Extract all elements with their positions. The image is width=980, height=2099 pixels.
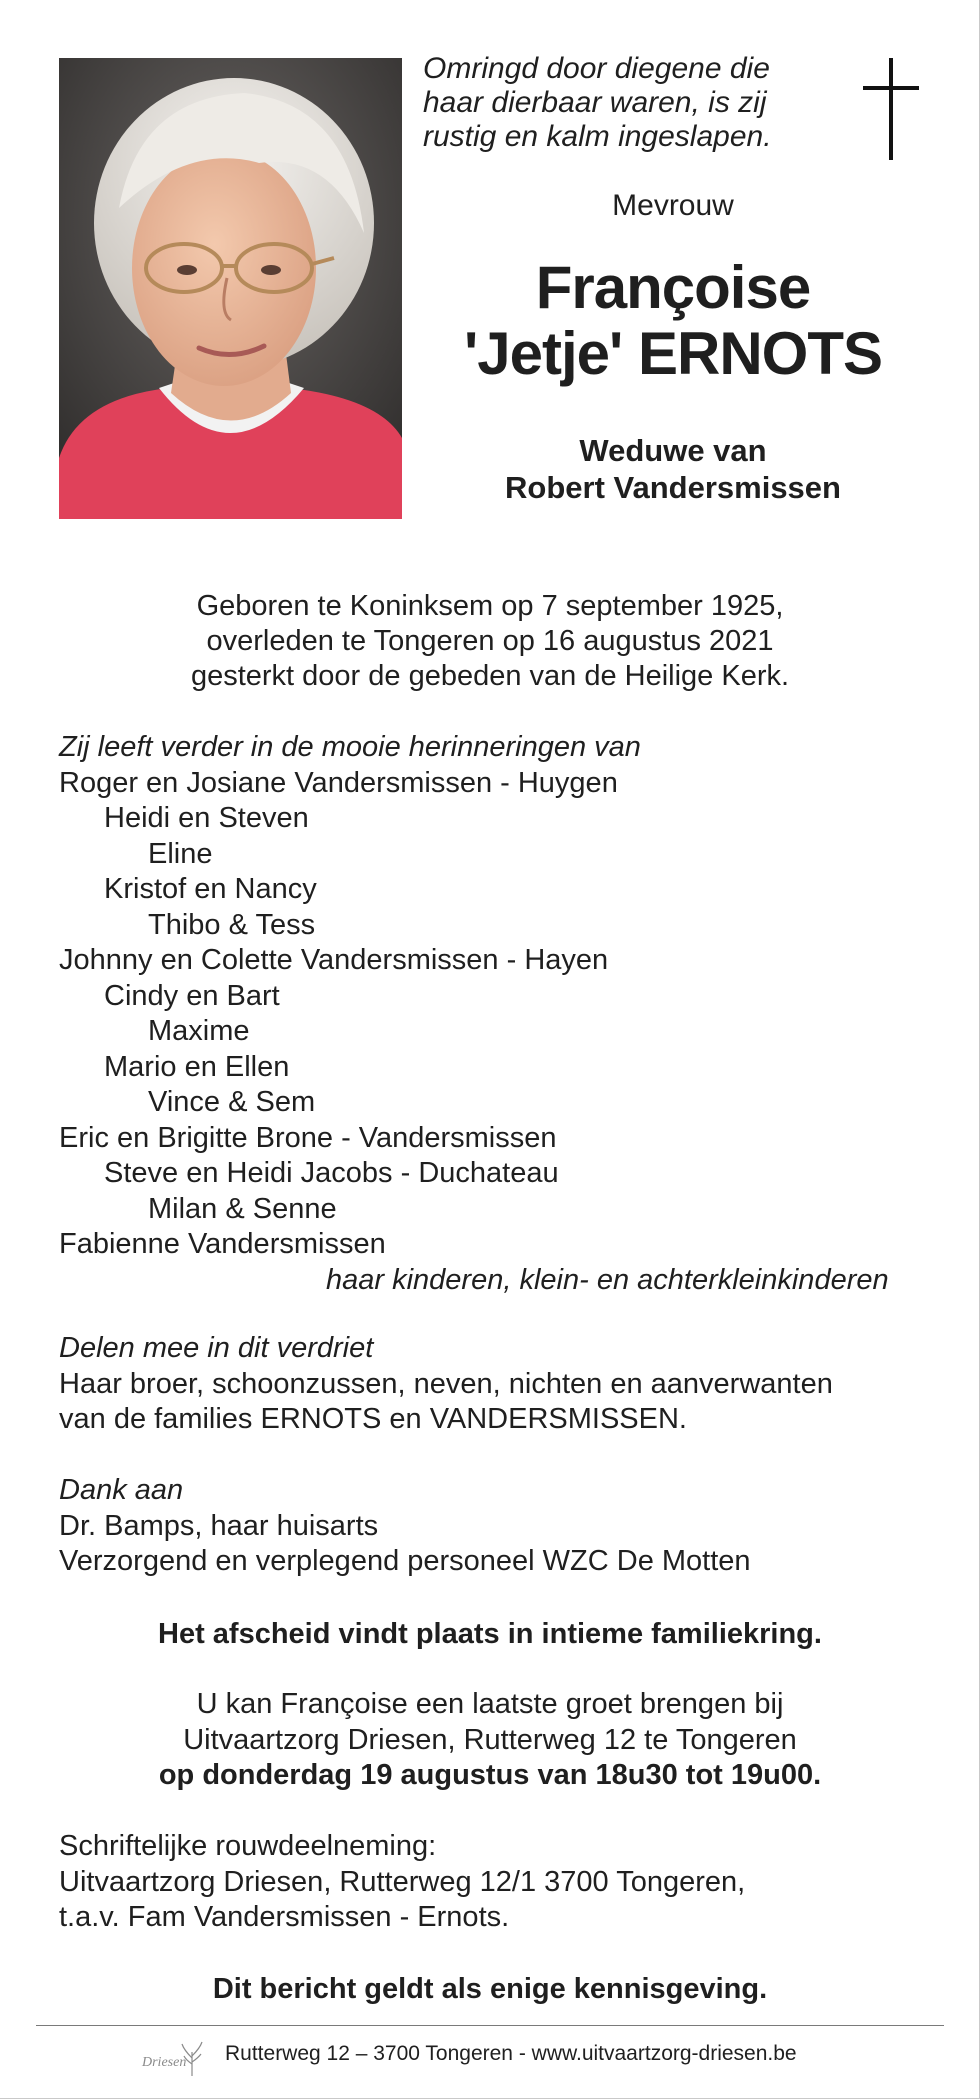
footer-contact: Rutterweg 12 – 3700 Tongeren - www.uitvaartzorg-driesen.be [225, 2042, 797, 2065]
family-member: Eric en Brigitte Brone - Vandersmissen [59, 1121, 557, 1154]
funeral-home-logo [140, 2036, 208, 2080]
deceased-name [423, 255, 923, 387]
family-member: Steve en Heidi Jacobs - Duchateau [104, 1157, 559, 1189]
quote-line: haar dierbaar waren, is zij [423, 86, 767, 119]
portrait-photo [59, 58, 402, 519]
quote-line: rustig en kalm ingeslapen. [423, 120, 772, 153]
name-last: 'Jetje' ERNOTS [464, 320, 882, 387]
quote-line: Omringd door diegene die [423, 52, 770, 85]
birth-death-info [59, 589, 921, 694]
thanks-line: Dr. Bamps, haar huisarts [59, 1509, 379, 1542]
family-member: Mario en Ellen [104, 1050, 290, 1083]
visit-location: Uitvaartzorg Driesen, Rutterweg 12 te Tongeren [183, 1723, 797, 1756]
name-first: Françoise [535, 254, 811, 321]
family-section [59, 730, 939, 1298]
thanks-section [59, 1473, 939, 1580]
family-member: Vince & Sem [148, 1086, 316, 1118]
visit-time: op donderdag 19 augustus van 18u30 tot 19u00. [158, 1759, 822, 1791]
footer-divider [36, 2025, 944, 2026]
condolence-attn: t.a.v. Fam Vandersmissen - Ernots. [59, 1901, 510, 1933]
family-member: Milan & Senne [148, 1192, 337, 1225]
visitation-info [59, 1687, 921, 1794]
condolence-section [59, 1829, 939, 1936]
family-member: Maxime [148, 1015, 250, 1047]
family-member: Kristof en Nancy [104, 873, 317, 905]
sole-notice: Dit bericht geldt als enige kennisgeving. [212, 1973, 768, 2005]
share-line: van de families ERNOTS en VANDERSMISSEN. [59, 1403, 687, 1435]
widow-of [423, 432, 923, 506]
family-member: Thibo & Tess [148, 908, 316, 941]
family-member: Eline [148, 837, 213, 870]
widow-label: Weduwe van [579, 433, 767, 468]
family-member: Roger en Josiane Vandersmissen - Huygen [59, 766, 618, 799]
spouse-name: Robert Vandersmissen [505, 470, 841, 505]
thanks-intro: Dank aan [59, 1474, 184, 1506]
share-section [59, 1331, 939, 1438]
condolence-address: Uitvaartzorg Driesen, Rutterweg 12/1 3700 Tongeren, [59, 1865, 746, 1898]
farewell-notice: Het afscheid vindt plaats in intieme familiekring. [158, 1618, 822, 1650]
family-member: Cindy en Bart [104, 979, 280, 1012]
birth-line: Geboren te Koninksem op 7 september 1925, [196, 590, 784, 622]
logo-text: Driesen [142, 2055, 187, 2070]
share-intro: Delen mee in dit verdriet [59, 1332, 374, 1364]
family-member: Fabienne Vandersmissen [59, 1228, 386, 1260]
portrait-illustration [59, 58, 402, 519]
family-intro: Zij leeft verder in de mooie herinneringen van [59, 731, 641, 763]
visit-line: U kan Françoise een laatste groet brengen bij [196, 1688, 784, 1720]
family-relation: haar kinderen, klein- en achterkleinkinderen [326, 1263, 889, 1296]
honorific: Mevrouw [612, 189, 734, 222]
quote [423, 52, 823, 154]
thanks-line: Verzorgend en verplegend personeel WZC De Motten [59, 1545, 751, 1577]
cross-icon [856, 58, 926, 160]
family-member: Johnny en Colette Vandersmissen - Hayen [59, 944, 609, 976]
family-member: Heidi en Steven [104, 802, 309, 834]
death-line: overleden te Tongeren op 16 augustus 2021 [206, 625, 774, 657]
share-line: Haar broer, schoonzussen, neven, nichten en aanverwanten [59, 1367, 833, 1400]
blessing-line: gesterkt door de gebeden van de Heilige Kerk. [190, 660, 790, 692]
condolence-label: Schriftelijke rouwdeelneming: [59, 1830, 437, 1862]
